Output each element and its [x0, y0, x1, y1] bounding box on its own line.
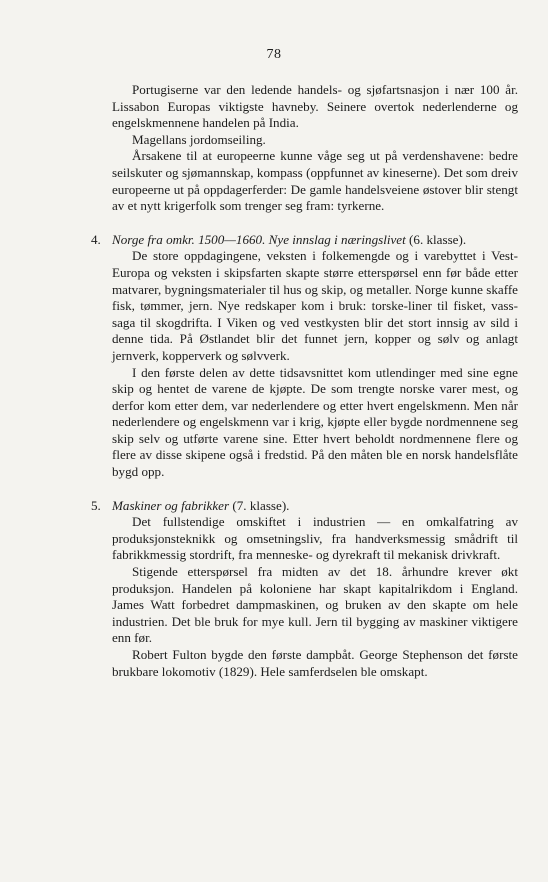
section-4-number: 4. [91, 231, 101, 247]
section-4-paragraph-2: I den første delen av dette tidsavsnittet kom utlendinger med sine egne skip og hentet de varene de kjøpte. De som trengte norske varer mest, og derfor kom etter dem, var nederlendere og etter hvert engelskmenn. Men når nederlendere og engelskmenn var i krig, kjøpte eller bygde nordmennene seg skip selv og utførte varene sine. Etter hvert beholdt nordmennene flere og flere av disse skipene også i fredstid. På den måten ble en norsk handelsflåte bygd opp. [112, 364, 518, 480]
section-4-body [112, 248, 518, 480]
section-4-paragraph-1: De store oppdagingene, veksten i folkemengde og i varebyttet i Vest-Europa og veksten i skipsfarten skapte større etterspørsel enn før både etter matvarer, bygningsmaterialer til hus og skip, og metaller. Norge kunne skaffe fisk, tømmer, jern. Nye redskaper kom i bruk: torske-liner til fisket, vass-saga til skogdrifta. I Viken og ved vestkysten blir det stort innsig av sild i denne tida. På Østlandet blir det funnet jern, kopper og sølv og anlagt jernverk, kopperverk og sølvverk. [112, 248, 518, 363]
section-5-suffix: (7. klasse). [229, 497, 290, 513]
section-5-paragraph-1: Det fullstendige omskiftet i industrien — en omkalfatring av produksjonsteknikk og omsetningsliv, fra handverksmessig smådrift til fabrikkmessig stordrift, fra menneske- og dyrekraft til mekanisk drivkraft. [112, 514, 518, 563]
section-5-title: Maskiner og fabrikker [112, 497, 230, 513]
section-5-body [112, 514, 518, 680]
page-content [91, 82, 518, 680]
section-4-heading [91, 231, 518, 249]
intro-paragraph-2: Magellans jordomseiling. [132, 131, 266, 147]
section-4-suffix: (6. klasse). [405, 231, 467, 247]
section-4 [91, 231, 518, 481]
page-number: 78 [266, 47, 282, 62]
section-4-title: Norge fra omkr. 1500—1660. Nye innslag i næringslivet [112, 231, 406, 247]
section-5-number: 5. [91, 497, 101, 513]
intro-paragraph-3: Årsakene til at europeerne kunne våge seg ut på verdenshavene: bedre seilskuter og sjømannskap, kompass (oppfunnet av kineserne). Det som dreiv europeerne ut på oppdagerferder: De gamle handelsveiene østover blir stengt av et nytt krigerfolk som trenger seg fram: tyrkerne. [112, 148, 518, 214]
intro-paragraph-1: Portugiserne var den ledende handels- og sjøfartsnasjon i nær 100 år. Lissabon Europas viktigste havneby. Seinere overtok nederlenderne og engelskmennene handelen på India. [112, 82, 518, 131]
section-5-paragraph-2: Stigende etterspørsel fra midten av det 18. århundre krever økt produksjon. Handelen på koloniene har skapt kapitalrikdom i England. James Watt forbedret dampmaskinen, og bruken av den skapte om hele industrien. Det ble bruk for mye kull. Jern til bygging av maskiner viktigere enn før. [112, 564, 518, 646]
section-5-heading [91, 497, 518, 515]
section-5 [91, 497, 518, 681]
section-5-paragraph-3: Robert Fulton bygde den første dampbåt. George Stephenson det første brukbare lokomotiv (1829). Hele samferdselen ble omskapt. [112, 647, 518, 679]
